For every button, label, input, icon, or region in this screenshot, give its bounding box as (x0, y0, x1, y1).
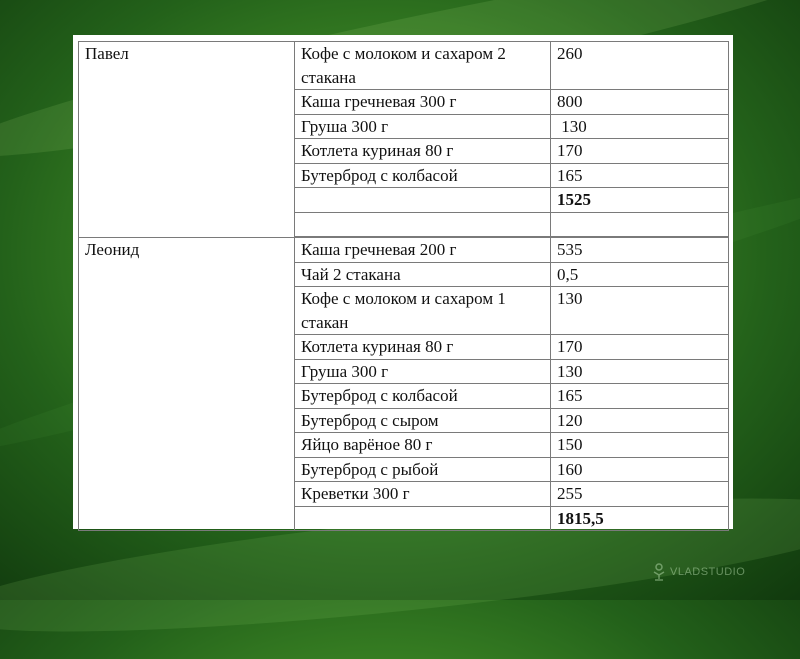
item-cell: Каша гречневая 200 г (295, 238, 551, 263)
watermark (652, 563, 745, 581)
item-cell: Бутерброд с колбасой (295, 384, 551, 409)
person-name-cell: Павел (79, 42, 295, 238)
table-row (79, 238, 729, 263)
item-cell: Бутерброд с сыром (295, 408, 551, 433)
item-cell: Кофе с молоком и сахаром 2 стакана (295, 42, 551, 90)
value-cell: 0,5 (551, 262, 729, 287)
value-cell: 130 (551, 287, 729, 335)
value-cell: 150 (551, 433, 729, 458)
item-cell (295, 506, 551, 531)
total-value-cell: 1525 (551, 188, 729, 213)
item-cell (295, 212, 551, 237)
item-cell: Бутерброд с рыбой (295, 457, 551, 482)
item-cell: Креветки 300 г (295, 482, 551, 507)
value-cell: 120 (551, 408, 729, 433)
person-name-cell: Леонид (79, 238, 295, 531)
value-cell: 800 (551, 90, 729, 115)
food-calorie-table (78, 41, 729, 531)
value-cell: 160 (551, 457, 729, 482)
value-cell: 535 (551, 238, 729, 263)
value-cell: 130 (551, 359, 729, 384)
value-cell: 130 (551, 114, 729, 139)
vladstudio-logo-icon (652, 563, 666, 581)
slide-sheet (73, 35, 733, 529)
value-cell: 165 (551, 163, 729, 188)
value-cell: 170 (551, 335, 729, 360)
item-cell: Груша 300 г (295, 359, 551, 384)
item-cell: Каша гречневая 300 г (295, 90, 551, 115)
table-row (79, 42, 729, 90)
item-cell: Груша 300 г (295, 114, 551, 139)
value-cell: 170 (551, 139, 729, 164)
item-cell: Кофе с молоком и сахаром 1 стакан (295, 287, 551, 335)
value-cell: 260 (551, 42, 729, 90)
total-value-cell: 1815,5 (551, 506, 729, 531)
value-cell (551, 212, 729, 237)
item-cell (295, 188, 551, 213)
item-cell: Чай 2 стакана (295, 262, 551, 287)
value-cell: 165 (551, 384, 729, 409)
value-cell: 255 (551, 482, 729, 507)
item-cell: Яйцо варёное 80 г (295, 433, 551, 458)
item-cell: Котлета куриная 80 г (295, 139, 551, 164)
watermark-text: VLADSTUDIO (670, 566, 746, 578)
item-cell: Котлета куриная 80 г (295, 335, 551, 360)
item-cell: Бутерброд с колбасой (295, 163, 551, 188)
